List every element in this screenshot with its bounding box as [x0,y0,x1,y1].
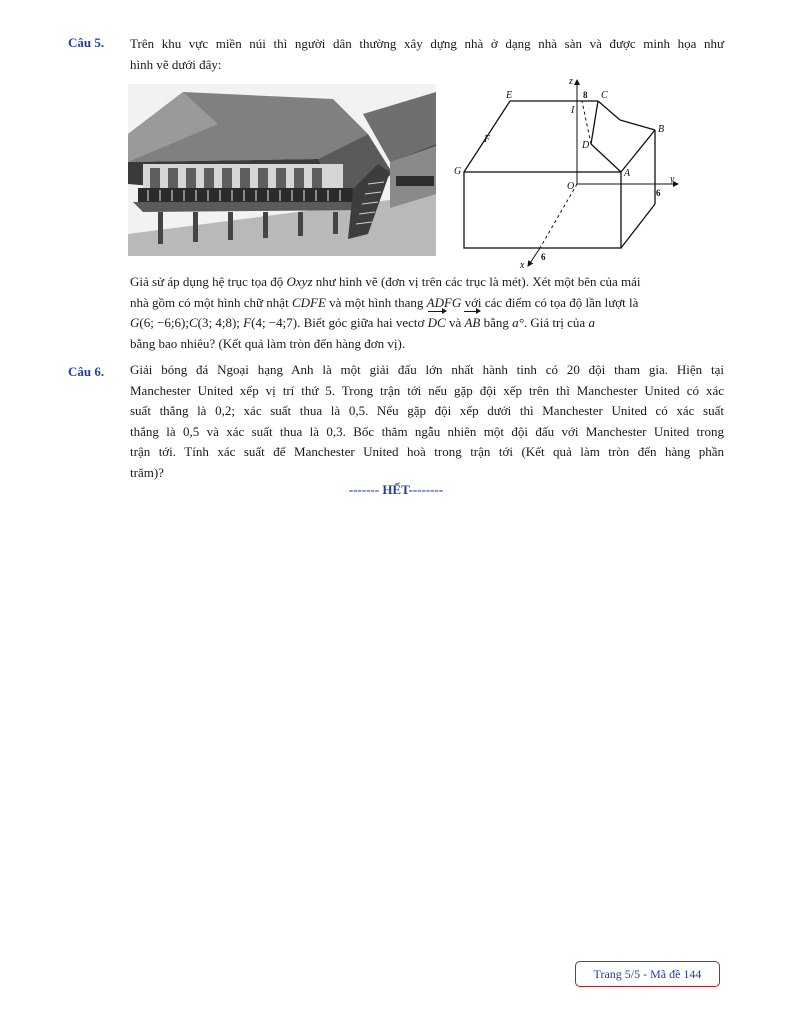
coordinate-roof-diagram [452,74,686,272]
label-e: E [506,90,513,101]
question-5-label: Câu 5. [68,35,105,50]
question-6-line-1: Giải bóng đá Ngoại hạng Anh là một giải đấu lớn nhất hành tinh có 20 đội tham gia. Hiện tại [130,362,724,377]
label-six-y: 6 [656,188,661,198]
x-axis-dashed [540,184,577,248]
question-6-body [130,360,724,483]
label-g: G [454,166,462,177]
label-c: C [601,90,608,101]
question-6-label: Câu 6. [68,364,105,379]
page-footer: Trang 5/5 - Mã đề 144 [575,961,720,987]
question-5-body-line-3: G(6; −6;6);C(3; 4;8); F(4; −4;7). Biết góc giữa hai vectơ DC và AB bằng a°. Giá trị của a [130,313,724,334]
label-z: z [569,76,573,87]
vector-ab: AB [464,313,480,334]
label-eight: 8 [583,90,588,100]
label-six-x: 6 [541,252,546,262]
label-a: A [624,168,631,179]
label-x: x [520,260,525,271]
label-i: I [571,105,575,116]
x-axis [528,248,540,266]
question-5-body-line-1: Giả sử áp dụng hệ trục tọa độ Oxyz như hình vẽ (đơn vị trên các trục là mét). Xét một bên của mái [130,274,641,289]
label-b: B [658,124,665,135]
question-5-line-1: Trên khu vực miền núi thì người dân thường xây dựng nhà ở dạng nhà sàn và được minh họa như [130,36,724,51]
label-o: O [567,181,575,192]
question-6-line-6: trăm)? [130,464,164,480]
question-5-line-2: hình vẽ dưới đây: [130,56,222,72]
question-5-intro [130,34,724,75]
question-6-line-4: thắng là 0,5 và xác suất thua là 0,3. Bốc thăm ngẫu nhiên một đội đấu với Manchester United trong [130,423,724,439]
question-5-body-line-2: nhà gồm có một hình chữ nhật CDFE và một hình thang ADFG với các điểm có tọa độ lần lượt là [130,294,639,310]
end-of-exam-marker: ------- HẾT-------- [348,482,444,497]
label-y: y [670,174,675,185]
label-d: D [582,140,590,151]
question-5-body-line-4: bằng bao nhiêu? (Kết quả làm tròn đến hàng đơn vị). [130,335,406,351]
question-5-body [130,272,724,354]
stilt-house-illustration [128,84,436,256]
question-6-line-5: trận tới. Tính xác suất để Manchester United hoà trong trận tới (Kết quả làm tròn đến hàng phần [130,444,724,459]
question-6-line-2: Manchester United xếp vị trí thứ 5. Trong trận tới nếu gặp đội xếp trên thì Manchester United có xác [130,382,724,398]
label-f: F [484,134,491,145]
vector-dc: DC [428,313,446,334]
question-6-line-3: suất thắng là 0,2; xác suất thua là 0,5. Nếu gặp đội xếp dưới thì Manchester United có xác suất [130,403,724,418]
